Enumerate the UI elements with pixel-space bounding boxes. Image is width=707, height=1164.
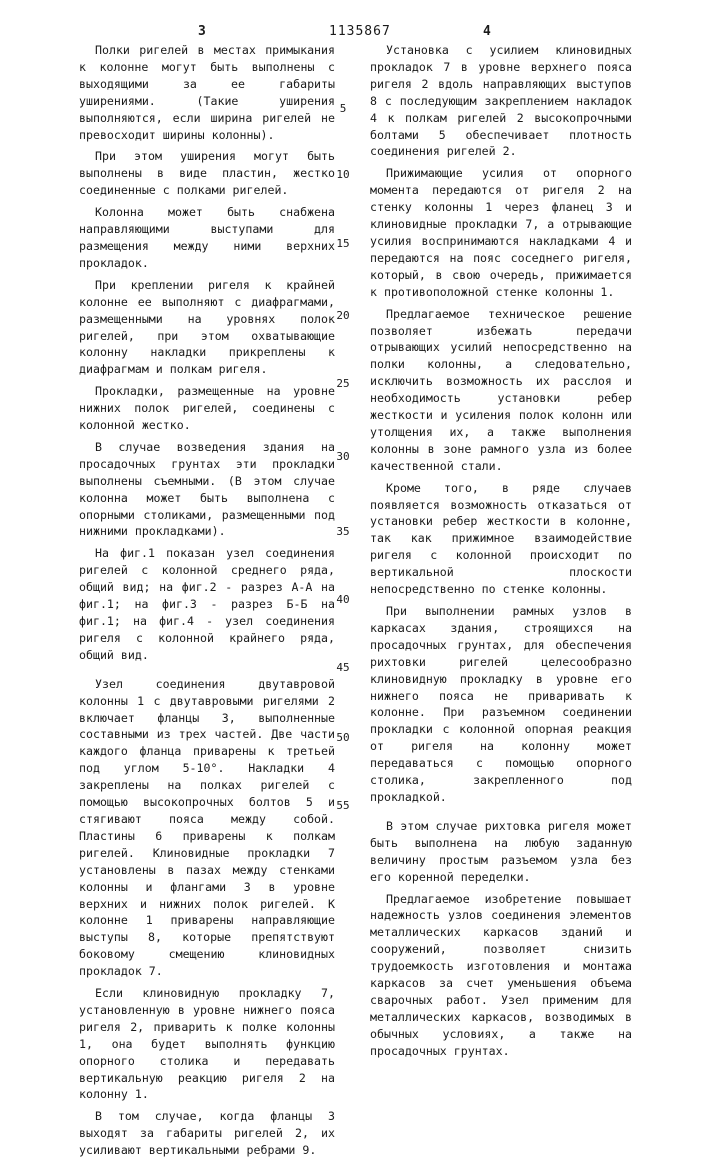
document-number: 1135867 xyxy=(329,24,391,39)
left-column xyxy=(79,42,335,1164)
line-number: 40 xyxy=(333,593,353,606)
left-paragraph: В случае возведения здания на просадочных грунтах эти прокладки выполнены съемными. (В этом случае колонна может быть выполнена с опорными столиками, размещенными под нижними прокладками). xyxy=(79,439,335,540)
left-paragraph: Прокладки, размещенные на уровне нижних полок ригелей, соединены с колонной жестко. xyxy=(79,383,335,434)
right-paragraph: Предлагаемое изобретение повышает надежность узлов соединения элементов металлических каркасов зданий и сооружений, позволяет снизить трудоемкость изготовления и монтажа каркасов за счет уменьшения объема сварочных работ. Узел применим для металлических каркасов, возводимых в обычных условиях, а также на просадочных грунтах. xyxy=(370,891,632,1060)
right-paragraph: Установка с усилием клиновидных прокладок 7 в уровне верхнего пояса ригеля 2 вдоль направляющих выступов 8 с последующим закреплением накладок 4 к полкам ригелей 2 высокопрочными болтами 5 обеспечивает плотность соединения ригелей 2. xyxy=(370,42,632,160)
right-paragraph: Кроме того, в ряде случаев появляется возможность отказаться от установки ребер жесткости в колонне, так как прижимное взаимодействие ригеля с колонной происходит по вертикальной плоскости непосредственно по стенке колонны. xyxy=(370,480,632,598)
line-number: 45 xyxy=(333,661,353,674)
line-number: 15 xyxy=(333,237,353,250)
line-number: 20 xyxy=(333,309,353,322)
line-number: 35 xyxy=(333,525,353,538)
line-number: 50 xyxy=(333,731,353,744)
page-number-left: 3 xyxy=(198,24,206,39)
left-paragraph: Узел соединения двутавровой колонны 1 с двутавровыми ригелями 2 включает фланцы 3, выполненные составными из трех частей. Две части каждого фланца приварены к третьей под углом 5-10°. Накладки 4 закреплены на полках ригелей с помощью высокопрочных болтов 5 и стягивают пояса между собой. Пластины 6 приварены к полкам ригелей. Клиновидные прокладки 7 установлены в пазах между стенками колонны и флангами 3 в уровне верхних и нижних полок ригелей. К колонне 1 приварены направляющие выступы 8, которые препятствуют боковому смещению клиновидных прокладок 7. xyxy=(79,676,335,980)
line-number: 25 xyxy=(333,377,353,390)
left-paragraph: При этом уширения могут быть выполнены в виде пластин, жестко соединенные с полками ригелей. xyxy=(79,148,335,199)
left-paragraph: Если клиновидную прокладку 7, установленную в уровне нижнего пояса ригеля 2, приварить к полке колонны 1, она будет выполнять функцию опорного столика и передавать вертикальную реакцию ригеля 2 на колонну 1. xyxy=(79,985,335,1103)
left-paragraph: Колонна может быть снабжена направляющими выступами для размещения между ними верхних прокладок. xyxy=(79,204,335,272)
line-number: 55 xyxy=(333,799,353,812)
right-paragraph: В этом случае рихтовка ригеля может быть выполнена на любую заданную величину простым разъемом узла без его коренной переделки. xyxy=(370,818,632,886)
right-paragraph: Предлагаемое техническое решение позволяет избежать передачи отрывающих усилий непосредственно на полки колонны, а следовательно, исключить возможность их расслоя и необходимость установки ребер жесткости и усиления полок колонн или утолщения их, а также выполнения колонны в зоне рамного узла из более качественной стали. xyxy=(370,306,632,475)
line-number: 5 xyxy=(333,102,353,115)
left-paragraph: В том случае, когда фланцы 3 выходят за габариты ригелей 2, их усиливают вертикальными ребрами 9. xyxy=(79,1108,335,1159)
line-number: 10 xyxy=(333,168,353,181)
right-paragraph: При выполнении рамных узлов в каркасах здания, строящихся на просадочных грунтах, для обеспечения рихтовки ригелей целесообразно клиновидную прокладку в уровне его нижнего пояса не приваривать к колонне. При разъемном соединении прокладки с колонной опорная реакция от ригеля на колонну может передаваться с помощью опорного столика, закрепленного под прокладкой. xyxy=(370,603,632,806)
page-number-right: 4 xyxy=(483,24,491,39)
right-column xyxy=(370,42,632,1065)
left-paragraph: При креплении ригеля к крайней колонне ее выполняют с диафрагмами, размещенными на уровнях полок ригелей, при этом охватывающие колонну накладки прикреплены к диафрагмам и полкам ригеля. xyxy=(79,277,335,378)
left-paragraph: На фиг.1 показан узел соединения ригелей с колонной среднего ряда, общий вид; на фиг.2 - разрез А-А на фиг.1; на фиг.3 - разрез Б-Б на фиг.1; на фиг.4 - узел соединения ригеля с колонной крайнего ряда, общий вид. xyxy=(79,545,335,663)
line-number: 30 xyxy=(333,450,353,463)
left-paragraph: Полки ригелей в местах примыкания к колонне могут быть выполнены с выходящими за ее габариты уширениями. (Такие уширения выполняются, если ширина ригелей не превосходит ширины колонны). xyxy=(79,42,335,143)
right-paragraph: Прижимающие усилия от опорного момента передаются от ригеля 2 на стенку колонны 1 через фланец 3 и клиновидные прокладки 7, а отрывающие усилия воспринимаются накладками 4 и передаются на пояс соседнего ригеля, который, в свою очередь, прижимается к противоположной стенке колонны 1. xyxy=(370,165,632,300)
